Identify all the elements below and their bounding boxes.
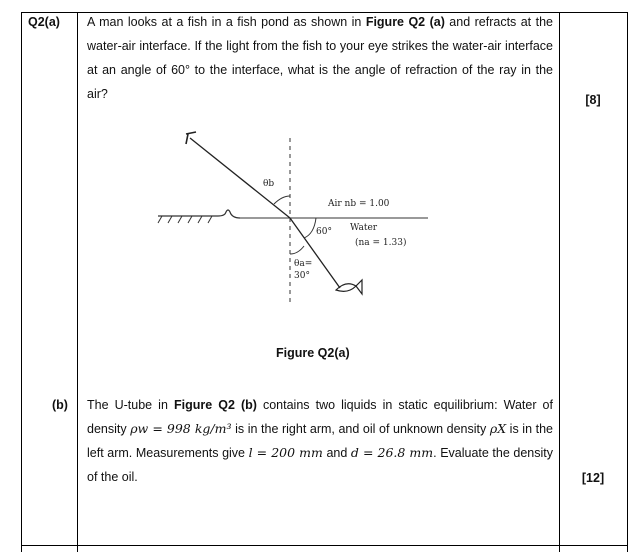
d-value: d = 26.8 mm: [350, 445, 434, 460]
question-b-text-part6: . Evaluate the density of the oil.: [87, 446, 553, 484]
table-right-border: [627, 12, 628, 552]
ground-edge: [158, 210, 240, 218]
question-a-marks: [8]: [585, 93, 601, 107]
fish-icon: [336, 280, 362, 294]
rho-w-expression: ρw = 998 kg/m³: [130, 421, 232, 436]
label-theta-a: θa=: [294, 259, 313, 269]
question-b-text-part2: contains two liquids in static equilibrium: Water of density: [87, 398, 553, 436]
label-water-n: (na = 1.33): [355, 238, 407, 248]
hatch-mark: [208, 216, 212, 223]
label-air: Air nb = 1.00: [328, 199, 390, 209]
question-a-figure-ref: Figure Q2 (a): [365, 15, 445, 29]
refraction-figure: [150, 128, 440, 308]
question-b-text-part1: The U-tube in: [87, 398, 174, 412]
question-b-text-part3: is in the right arm, and oil of unknown density: [231, 422, 490, 436]
question-a-text-part2: and refracts at the water-air interface. If the light from the fish to your eye strikes the water-air interface at an angle of 60° to the interface, what is the angle of refraction of the ray in the air?: [87, 15, 553, 101]
question-b-text: [87, 393, 553, 489]
theta-b-arc: [274, 196, 290, 204]
hatch-mark: [178, 216, 182, 223]
hatch-mark: [168, 216, 172, 223]
question-a-number: Q2(a): [28, 15, 60, 29]
hatch-mark: [198, 216, 202, 223]
question-b-number: (b): [52, 398, 68, 412]
table-bottom-border: [21, 545, 628, 546]
table-divider-left: [77, 12, 78, 552]
hatch-mark: [158, 216, 162, 223]
question-a-text-part1: A man looks at a fish in a fish pond as shown in: [87, 15, 366, 29]
l-value: l = 200 mm: [248, 445, 323, 460]
angle-60-arc: [304, 218, 316, 238]
label-angle-60: 60°: [316, 227, 332, 237]
theta-a-arc: [290, 246, 304, 254]
question-b-text-part5: and: [322, 446, 351, 460]
rho-x-symbol: ρX: [489, 421, 507, 436]
question-b-figure-ref: Figure Q2 (b): [173, 398, 257, 412]
hatch-mark: [188, 216, 192, 223]
figure-caption: Figure Q2(a): [276, 346, 350, 360]
question-b-text-part4: is in the left arm. Measurements give: [87, 422, 553, 460]
question-b-marks: [12]: [581, 471, 605, 485]
question-a-text: [87, 10, 553, 106]
air-ray: [190, 138, 290, 218]
label-water: Water: [350, 223, 378, 233]
label-theta-b: θb: [263, 179, 275, 189]
table-left-border: [21, 12, 22, 552]
label-angle-30: 30°: [294, 271, 310, 281]
